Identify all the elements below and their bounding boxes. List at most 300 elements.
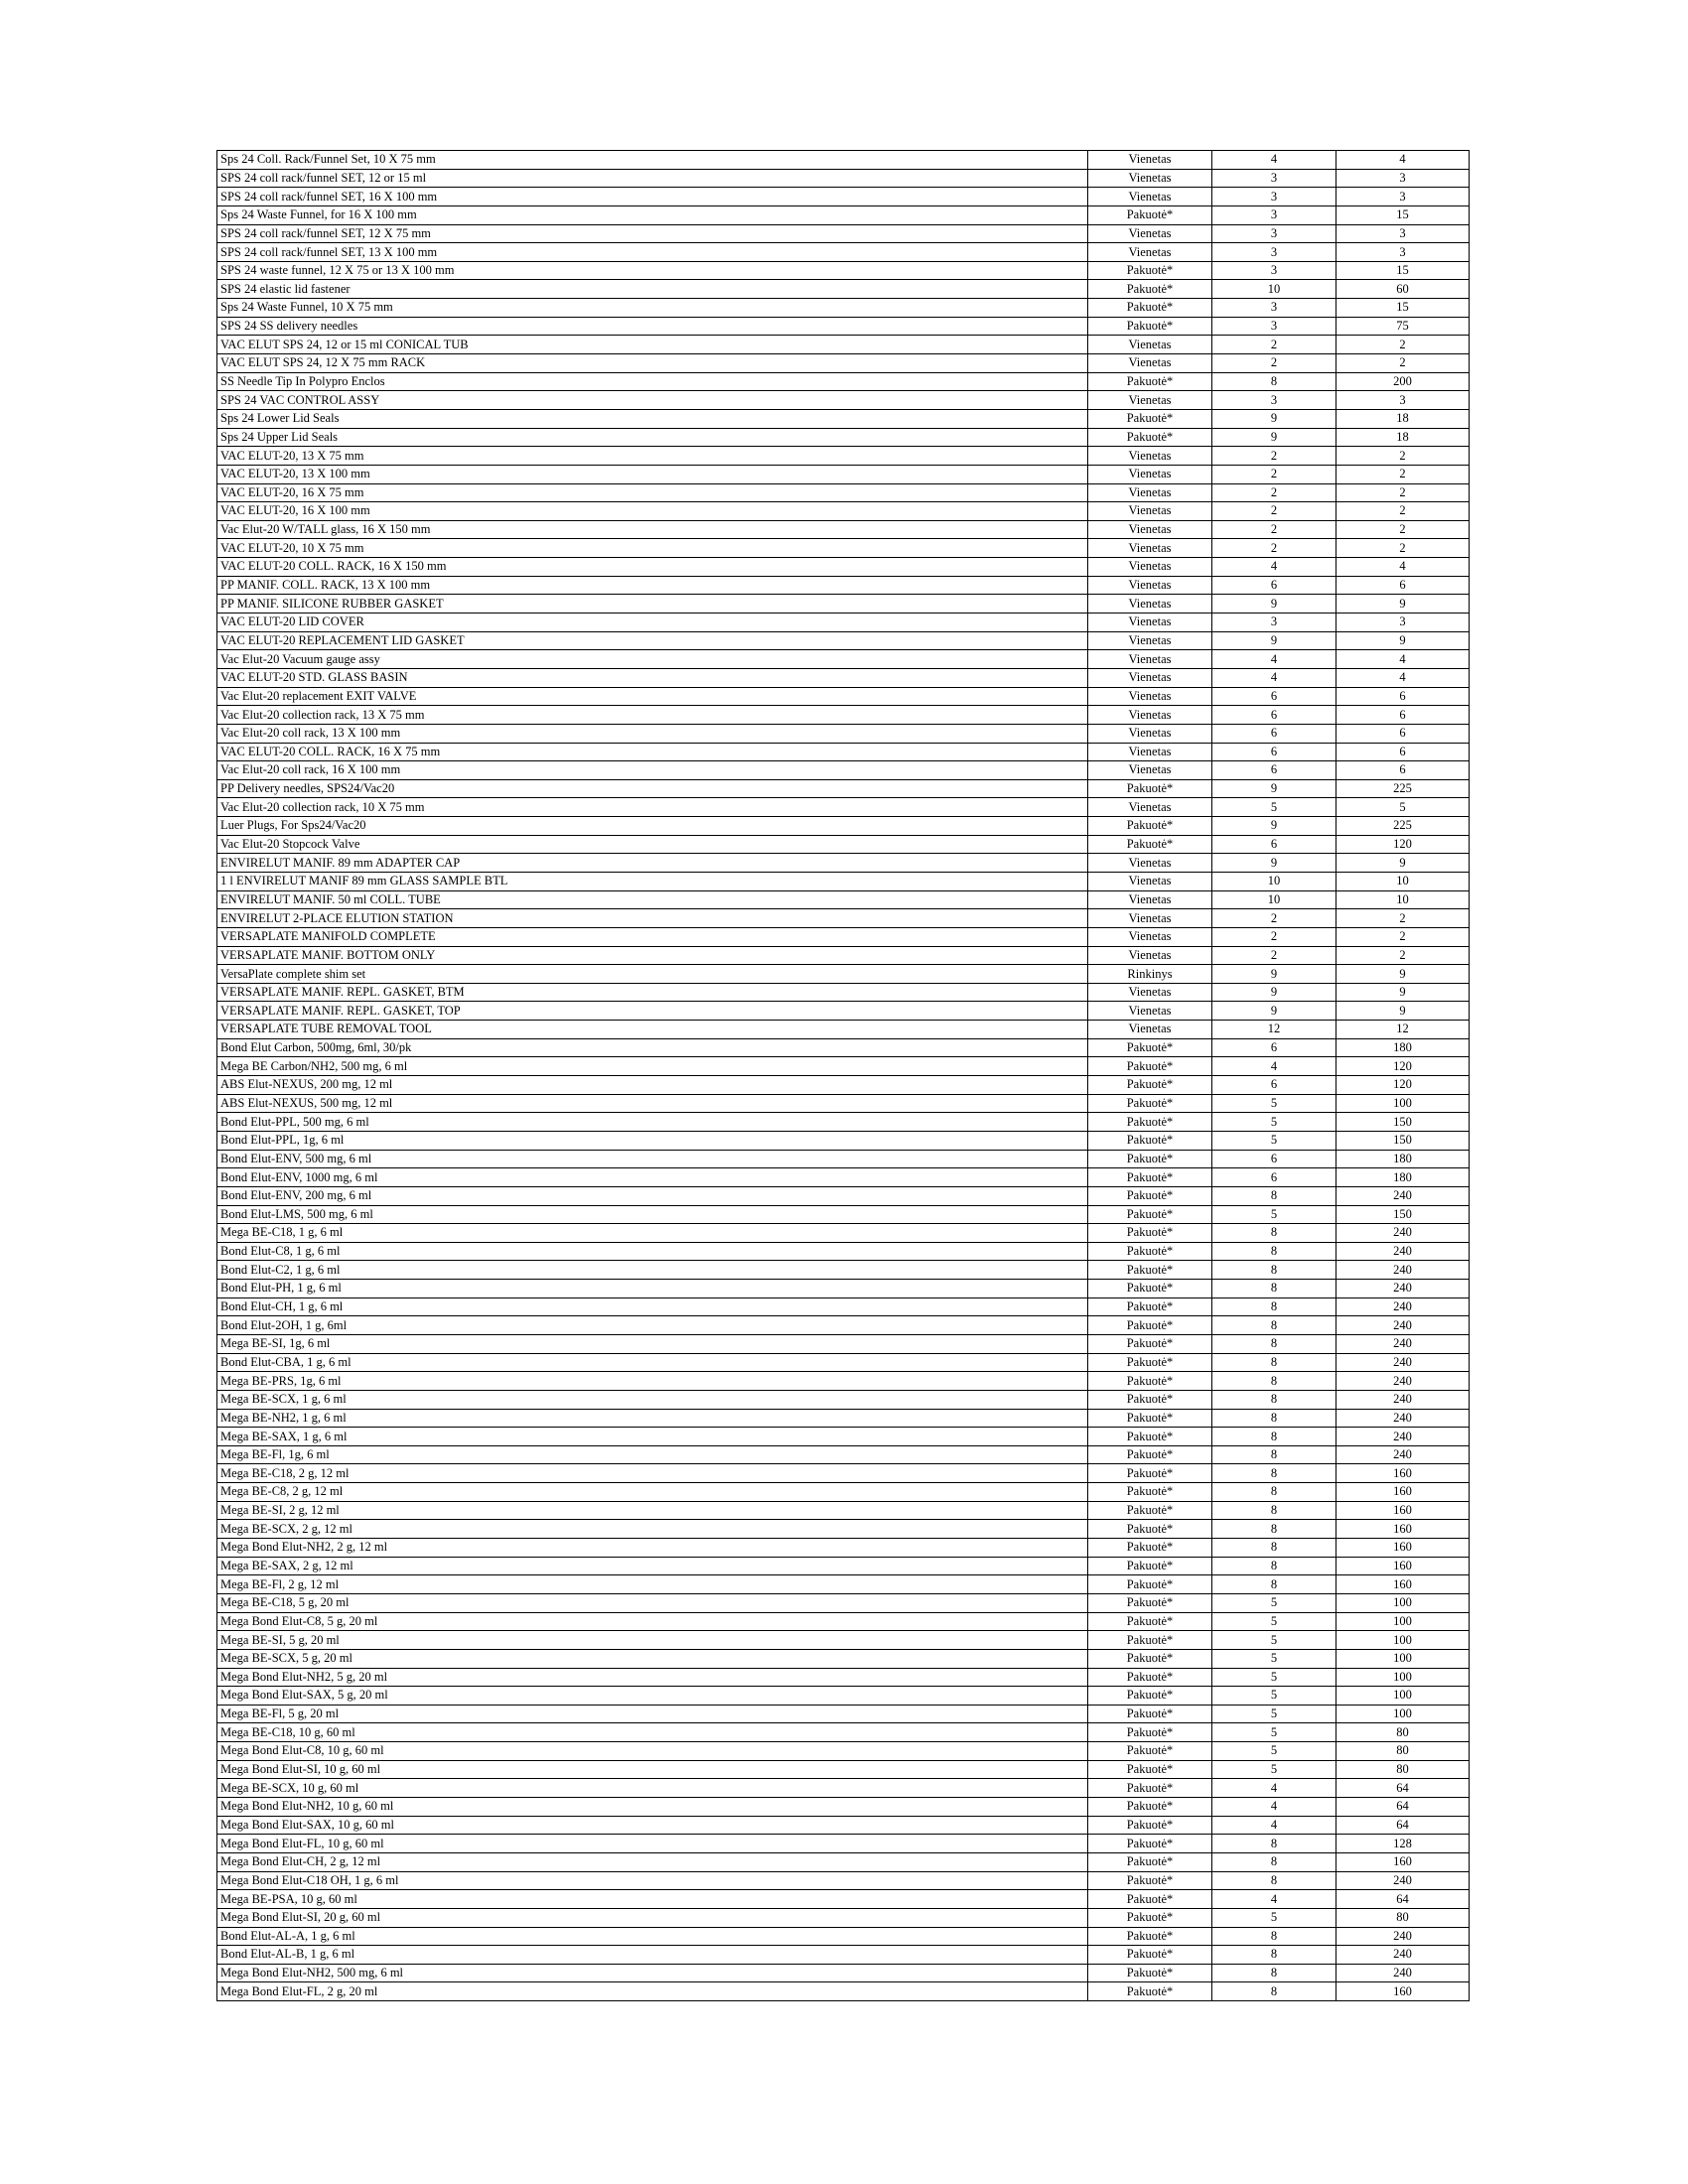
total-cell: 100 [1336, 1668, 1470, 1687]
quantity-cell: 4 [1212, 151, 1336, 170]
unit-cell: Vienetas [1088, 872, 1212, 890]
table-row [217, 872, 1470, 890]
table-row [217, 1742, 1470, 1761]
table-row [217, 1186, 1470, 1205]
quantity-cell: 2 [1212, 354, 1336, 373]
quantity-cell: 4 [1212, 1057, 1336, 1076]
table-row [217, 1372, 1470, 1391]
unit-cell: Vienetas [1088, 706, 1212, 725]
total-cell: 240 [1336, 1261, 1470, 1280]
total-cell: 9 [1336, 854, 1470, 873]
product-name-cell: SPS 24 VAC CONTROL ASSY [217, 391, 1088, 410]
total-cell: 10 [1336, 890, 1470, 909]
quantity-cell: 5 [1212, 1705, 1336, 1723]
quantity-cell: 2 [1212, 336, 1336, 354]
table-row [217, 1335, 1470, 1354]
table-row [217, 1501, 1470, 1520]
quantity-cell: 8 [1212, 1335, 1336, 1354]
table-row [217, 261, 1470, 280]
table-row [217, 724, 1470, 743]
total-cell: 3 [1336, 243, 1470, 262]
quantity-cell: 8 [1212, 1224, 1336, 1243]
total-cell: 240 [1336, 1242, 1470, 1261]
product-name-cell: Mega BE-C18, 2 g, 12 ml [217, 1464, 1088, 1483]
total-cell: 2 [1336, 502, 1470, 521]
product-name-cell: VERSAPLATE MANIF. REPL. GASKET, TOP [217, 1002, 1088, 1021]
unit-cell: Vienetas [1088, 447, 1212, 466]
unit-cell: Pakuotė* [1088, 1520, 1212, 1539]
unit-cell: Pakuotė* [1088, 1687, 1212, 1706]
total-cell: 15 [1336, 261, 1470, 280]
quantity-cell: 2 [1212, 483, 1336, 502]
unit-cell: Pakuotė* [1088, 1464, 1212, 1483]
table-row [217, 946, 1470, 965]
total-cell: 120 [1336, 1057, 1470, 1076]
product-name-cell: Vac Elut-20 Vacuum gauge assy [217, 650, 1088, 669]
quantity-cell: 9 [1212, 428, 1336, 447]
quantity-cell: 2 [1212, 539, 1336, 558]
unit-cell: Pakuotė* [1088, 1390, 1212, 1409]
unit-cell: Vienetas [1088, 336, 1212, 354]
product-name-cell: Vac Elut-20 collection rack, 10 X 75 mm [217, 798, 1088, 817]
table-row [217, 1779, 1470, 1798]
total-cell: 18 [1336, 428, 1470, 447]
product-name-cell: ABS Elut-NEXUS, 500 mg, 12 ml [217, 1094, 1088, 1113]
unit-cell: Vienetas [1088, 724, 1212, 743]
product-name-cell: 1 l ENVIRELUT MANIF 89 mm GLASS SAMPLE BTL [217, 872, 1088, 890]
total-cell: 4 [1336, 558, 1470, 577]
product-name-cell: VAC ELUT-20, 16 X 100 mm [217, 502, 1088, 521]
quantity-cell: 4 [1212, 668, 1336, 687]
table-row [217, 779, 1470, 798]
unit-cell: Pakuotė* [1088, 1852, 1212, 1871]
quantity-cell: 6 [1212, 576, 1336, 595]
total-cell: 2 [1336, 465, 1470, 483]
quantity-cell: 8 [1212, 1316, 1336, 1335]
total-cell: 3 [1336, 391, 1470, 410]
unit-cell: Pakuotė* [1088, 1649, 1212, 1668]
unit-cell: Pakuotė* [1088, 1964, 1212, 1982]
unit-cell: Vienetas [1088, 465, 1212, 483]
product-name-cell: VAC ELUT-20, 10 X 75 mm [217, 539, 1088, 558]
table-row [217, 354, 1470, 373]
unit-cell: Pakuotė* [1088, 1428, 1212, 1446]
table-row [217, 372, 1470, 391]
table-row [217, 1871, 1470, 1890]
table-row [217, 409, 1470, 428]
total-cell: 6 [1336, 706, 1470, 725]
unit-cell: Vienetas [1088, 687, 1212, 706]
product-name-cell: Sps 24 Coll. Rack/Funnel Set, 10 X 75 mm [217, 151, 1088, 170]
unit-cell: Pakuotė* [1088, 1113, 1212, 1132]
total-cell: 6 [1336, 743, 1470, 761]
total-cell: 128 [1336, 1835, 1470, 1853]
total-cell: 240 [1336, 1390, 1470, 1409]
product-name-cell: SPS 24 coll rack/funnel SET, 13 X 100 mm [217, 243, 1088, 262]
unit-cell: Pakuotė* [1088, 1316, 1212, 1335]
product-name-cell: Mega Bond Elut-SI, 20 g, 60 ml [217, 1908, 1088, 1927]
table-row [217, 169, 1470, 188]
total-cell: 240 [1336, 1297, 1470, 1316]
unit-cell: Vienetas [1088, 631, 1212, 650]
product-name-cell: Sps 24 Upper Lid Seals [217, 428, 1088, 447]
product-name-cell: Mega BE-NH2, 1 g, 6 ml [217, 1409, 1088, 1428]
table-row [217, 447, 1470, 466]
quantity-cell: 6 [1212, 687, 1336, 706]
total-cell: 3 [1336, 614, 1470, 632]
quantity-cell: 8 [1212, 1409, 1336, 1428]
total-cell: 18 [1336, 409, 1470, 428]
quantity-cell: 8 [1212, 1852, 1336, 1871]
quantity-cell: 8 [1212, 1390, 1336, 1409]
quantity-cell: 9 [1212, 983, 1336, 1002]
quantity-cell: 5 [1212, 1908, 1336, 1927]
product-name-cell: Mega BE-Fl, 2 g, 12 ml [217, 1575, 1088, 1594]
table-row [217, 1409, 1470, 1428]
table-row [217, 1705, 1470, 1723]
quantity-cell: 10 [1212, 872, 1336, 890]
table-row [217, 1057, 1470, 1076]
quantity-cell: 4 [1212, 1779, 1336, 1798]
quantity-cell: 3 [1212, 614, 1336, 632]
unit-cell: Pakuotė* [1088, 1057, 1212, 1076]
quantity-cell: 6 [1212, 1168, 1336, 1187]
quantity-cell: 6 [1212, 724, 1336, 743]
product-name-cell: VAC ELUT-20 COLL. RACK, 16 X 75 mm [217, 743, 1088, 761]
product-name-cell: Mega BE-SCX, 10 g, 60 ml [217, 1779, 1088, 1798]
unit-cell: Rinkinys [1088, 965, 1212, 984]
total-cell: 4 [1336, 668, 1470, 687]
unit-cell: Pakuotė* [1088, 1631, 1212, 1650]
quantity-cell: 8 [1212, 1483, 1336, 1502]
table-row [217, 1927, 1470, 1946]
quantity-cell: 3 [1212, 243, 1336, 262]
unit-cell: Pakuotė* [1088, 1742, 1212, 1761]
unit-cell: Pakuotė* [1088, 779, 1212, 798]
quantity-cell: 10 [1212, 280, 1336, 299]
quantity-cell: 2 [1212, 502, 1336, 521]
total-cell: 6 [1336, 761, 1470, 780]
total-cell: 60 [1336, 280, 1470, 299]
product-name-cell: Mega Bond Elut-C8, 10 g, 60 ml [217, 1742, 1088, 1761]
total-cell: 240 [1336, 1445, 1470, 1464]
quantity-cell: 4 [1212, 1798, 1336, 1817]
unit-cell: Vienetas [1088, 854, 1212, 873]
total-cell: 120 [1336, 835, 1470, 854]
unit-cell: Pakuotė* [1088, 1372, 1212, 1391]
unit-cell: Pakuotė* [1088, 317, 1212, 336]
unit-cell: Pakuotė* [1088, 1798, 1212, 1817]
total-cell: 80 [1336, 1742, 1470, 1761]
quantity-cell: 9 [1212, 817, 1336, 836]
product-name-cell: VAC ELUT-20 LID COVER [217, 614, 1088, 632]
total-cell: 80 [1336, 1908, 1470, 1927]
quantity-cell: 6 [1212, 743, 1336, 761]
table-row [217, 1539, 1470, 1558]
unit-cell: Pakuotė* [1088, 1668, 1212, 1687]
table-row [217, 798, 1470, 817]
total-cell: 100 [1336, 1705, 1470, 1723]
total-cell: 100 [1336, 1649, 1470, 1668]
table-row [217, 280, 1470, 299]
total-cell: 12 [1336, 1021, 1470, 1039]
unit-cell: Pakuotė* [1088, 1168, 1212, 1187]
unit-cell: Pakuotė* [1088, 1131, 1212, 1150]
table-row [217, 1038, 1470, 1057]
quantity-cell: 3 [1212, 317, 1336, 336]
table-row [217, 188, 1470, 206]
product-name-cell: VAC ELUT-20 STD. GLASS BASIN [217, 668, 1088, 687]
quantity-cell: 8 [1212, 1835, 1336, 1853]
unit-cell: Pakuotė* [1088, 1353, 1212, 1372]
product-name-cell: Bond Elut-CBA, 1 g, 6 ml [217, 1353, 1088, 1372]
quantity-cell: 5 [1212, 1205, 1336, 1224]
table-row [217, 336, 1470, 354]
table-row [217, 576, 1470, 595]
total-cell: 100 [1336, 1631, 1470, 1650]
quantity-cell: 8 [1212, 372, 1336, 391]
unit-cell: Pakuotė* [1088, 1038, 1212, 1057]
table-row [217, 317, 1470, 336]
product-name-cell: ENVIRELUT MANIF. 89 mm ADAPTER CAP [217, 854, 1088, 873]
product-name-cell: Vac Elut-20 collection rack, 13 X 75 mm [217, 706, 1088, 725]
quantity-cell: 8 [1212, 1186, 1336, 1205]
product-name-cell: Mega Bond Elut-C8, 5 g, 20 ml [217, 1612, 1088, 1631]
total-cell: 120 [1336, 1076, 1470, 1095]
quantity-cell: 8 [1212, 1464, 1336, 1483]
table-row [217, 1723, 1470, 1742]
table-row [217, 465, 1470, 483]
product-name-cell: ENVIRELUT MANIF. 50 ml COLL. TUBE [217, 890, 1088, 909]
unit-cell: Vienetas [1088, 890, 1212, 909]
unit-cell: Vienetas [1088, 243, 1212, 262]
quantity-cell: 8 [1212, 1964, 1336, 1982]
total-cell: 240 [1336, 1964, 1470, 1982]
unit-cell: Vienetas [1088, 224, 1212, 243]
table-row [217, 502, 1470, 521]
unit-cell: Pakuotė* [1088, 1335, 1212, 1354]
product-name-cell: Sps 24 Waste Funnel, for 16 X 100 mm [217, 205, 1088, 224]
product-name-cell: Mega BE-SCX, 1 g, 6 ml [217, 1390, 1088, 1409]
quantity-cell: 8 [1212, 1927, 1336, 1946]
product-name-cell: Mega BE-SI, 5 g, 20 ml [217, 1631, 1088, 1650]
quantity-cell: 5 [1212, 1649, 1336, 1668]
unit-cell: Vienetas [1088, 483, 1212, 502]
total-cell: 2 [1336, 520, 1470, 539]
unit-cell: Pakuotė* [1088, 280, 1212, 299]
table-row [217, 650, 1470, 669]
product-name-cell: Luer Plugs, For Sps24/Vac20 [217, 817, 1088, 836]
unit-cell: Vienetas [1088, 946, 1212, 965]
table-row [217, 595, 1470, 614]
table-row [217, 1649, 1470, 1668]
total-cell: 5 [1336, 798, 1470, 817]
total-cell: 9 [1336, 965, 1470, 984]
table-row [217, 1816, 1470, 1835]
total-cell: 225 [1336, 817, 1470, 836]
total-cell: 9 [1336, 983, 1470, 1002]
quantity-cell: 2 [1212, 520, 1336, 539]
quantity-cell: 3 [1212, 224, 1336, 243]
unit-cell: Vienetas [1088, 983, 1212, 1002]
table-row [217, 1852, 1470, 1871]
quantity-cell: 2 [1212, 447, 1336, 466]
product-name-cell: VAC ELUT-20 REPLACEMENT LID GASKET [217, 631, 1088, 650]
unit-cell: Pakuotė* [1088, 1890, 1212, 1909]
total-cell: 240 [1336, 1428, 1470, 1446]
unit-cell: Pakuotė* [1088, 1409, 1212, 1428]
total-cell: 2 [1336, 483, 1470, 502]
quantity-cell: 9 [1212, 1002, 1336, 1021]
table-row [217, 1464, 1470, 1483]
quantity-cell: 9 [1212, 779, 1336, 798]
product-name-cell: Mega Bond Elut-NH2, 10 g, 60 ml [217, 1798, 1088, 1817]
quantity-cell: 10 [1212, 890, 1336, 909]
product-name-cell: Mega BE-SAX, 1 g, 6 ml [217, 1428, 1088, 1446]
quantity-cell: 12 [1212, 1021, 1336, 1039]
product-name-cell: Mega Bond Elut-CH, 2 g, 12 ml [217, 1852, 1088, 1871]
total-cell: 180 [1336, 1150, 1470, 1168]
table-row [217, 1150, 1470, 1168]
unit-cell: Pakuotė* [1088, 1760, 1212, 1779]
product-name-cell: Mega Bond Elut-FL, 2 g, 20 ml [217, 1982, 1088, 2001]
table-row [217, 1428, 1470, 1446]
unit-cell: Pakuotė* [1088, 1871, 1212, 1890]
table-row [217, 151, 1470, 170]
table-row [217, 1353, 1470, 1372]
table-row [217, 1520, 1470, 1539]
table-row [217, 631, 1470, 650]
total-cell: 100 [1336, 1612, 1470, 1631]
table-row [217, 1575, 1470, 1594]
total-cell: 100 [1336, 1094, 1470, 1113]
quantity-cell: 3 [1212, 391, 1336, 410]
table-row [217, 983, 1470, 1002]
product-name-cell: Mega Bond Elut-FL, 10 g, 60 ml [217, 1835, 1088, 1853]
unit-cell: Pakuotė* [1088, 1076, 1212, 1095]
product-name-cell: Mega BE Carbon/NH2, 500 mg, 6 ml [217, 1057, 1088, 1076]
total-cell: 240 [1336, 1946, 1470, 1965]
table-row [217, 1593, 1470, 1612]
quantity-cell: 5 [1212, 1612, 1336, 1631]
total-cell: 80 [1336, 1723, 1470, 1742]
product-name-cell: Mega BE-SAX, 2 g, 12 ml [217, 1557, 1088, 1575]
product-name-cell: Mega BE-C18, 5 g, 20 ml [217, 1593, 1088, 1612]
table-row [217, 1297, 1470, 1316]
quantity-cell: 8 [1212, 1575, 1336, 1594]
table-row [217, 1242, 1470, 1261]
total-cell: 240 [1336, 1353, 1470, 1372]
total-cell: 180 [1336, 1168, 1470, 1187]
total-cell: 15 [1336, 299, 1470, 318]
total-cell: 160 [1336, 1575, 1470, 1594]
quantity-cell: 3 [1212, 188, 1336, 206]
unit-cell: Vienetas [1088, 520, 1212, 539]
quantity-cell: 8 [1212, 1428, 1336, 1446]
quantity-cell: 8 [1212, 1280, 1336, 1298]
total-cell: 225 [1336, 779, 1470, 798]
product-name-cell: Sps 24 Lower Lid Seals [217, 409, 1088, 428]
unit-cell: Vienetas [1088, 927, 1212, 946]
unit-cell: Pakuotė* [1088, 835, 1212, 854]
table-row [217, 483, 1470, 502]
product-name-cell: Bond Elut-C2, 1 g, 6 ml [217, 1261, 1088, 1280]
quantity-cell: 5 [1212, 1760, 1336, 1779]
quantity-cell: 8 [1212, 1946, 1336, 1965]
table-row [217, 965, 1470, 984]
unit-cell: Vienetas [1088, 595, 1212, 614]
table-row [217, 520, 1470, 539]
unit-cell: Pakuotė* [1088, 1501, 1212, 1520]
quantity-cell: 5 [1212, 1094, 1336, 1113]
table-row [217, 1798, 1470, 1817]
product-name-cell: SPS 24 coll rack/funnel SET, 12 X 75 mm [217, 224, 1088, 243]
unit-cell: Pakuotė* [1088, 1835, 1212, 1853]
table-row [217, 1612, 1470, 1631]
table-row [217, 1483, 1470, 1502]
total-cell: 80 [1336, 1760, 1470, 1779]
quantity-cell: 5 [1212, 1723, 1336, 1742]
quantity-cell: 5 [1212, 1131, 1336, 1150]
table-row [217, 1687, 1470, 1706]
total-cell: 240 [1336, 1335, 1470, 1354]
total-cell: 180 [1336, 1038, 1470, 1057]
total-cell: 64 [1336, 1816, 1470, 1835]
quantity-cell: 6 [1212, 1076, 1336, 1095]
quantity-cell: 2 [1212, 927, 1336, 946]
product-name-cell: VERSAPLATE MANIF. REPL. GASKET, BTM [217, 983, 1088, 1002]
table-row [217, 539, 1470, 558]
table-row [217, 1908, 1470, 1927]
unit-cell: Vienetas [1088, 558, 1212, 577]
quantity-cell: 5 [1212, 1742, 1336, 1761]
total-cell: 240 [1336, 1927, 1470, 1946]
total-cell: 2 [1336, 927, 1470, 946]
product-name-cell: Mega BE-SCX, 2 g, 12 ml [217, 1520, 1088, 1539]
quantity-cell: 5 [1212, 1668, 1336, 1687]
total-cell: 160 [1336, 1464, 1470, 1483]
quantity-cell: 8 [1212, 1539, 1336, 1558]
product-name-cell: VersaPlate complete shim set [217, 965, 1088, 984]
product-name-cell: Bond Elut-2OH, 1 g, 6ml [217, 1316, 1088, 1335]
product-name-cell: Bond Elut-LMS, 500 mg, 6 ml [217, 1205, 1088, 1224]
quantity-cell: 8 [1212, 1261, 1336, 1280]
product-name-cell: Bond Elut-ENV, 200 mg, 6 ml [217, 1186, 1088, 1205]
product-name-cell: Bond Elut-PH, 1 g, 6 ml [217, 1280, 1088, 1298]
unit-cell: Vienetas [1088, 169, 1212, 188]
quantity-cell: 5 [1212, 1631, 1336, 1650]
quantity-cell: 9 [1212, 965, 1336, 984]
total-cell: 3 [1336, 188, 1470, 206]
table-row [217, 1094, 1470, 1113]
total-cell: 75 [1336, 317, 1470, 336]
product-name-cell: Bond Elut-AL-A, 1 g, 6 ml [217, 1927, 1088, 1946]
unit-cell: Vienetas [1088, 151, 1212, 170]
table-row [217, 391, 1470, 410]
table-row [217, 1557, 1470, 1575]
product-name-cell: Vac Elut-20 coll rack, 16 X 100 mm [217, 761, 1088, 780]
unit-cell: Vienetas [1088, 668, 1212, 687]
quantity-cell: 8 [1212, 1372, 1336, 1391]
total-cell: 100 [1336, 1593, 1470, 1612]
unit-cell: Pakuotė* [1088, 1593, 1212, 1612]
product-name-cell: Vac Elut-20 Stopcock Valve [217, 835, 1088, 854]
product-name-cell: PP MANIF. SILICONE RUBBER GASKET [217, 595, 1088, 614]
unit-cell: Vienetas [1088, 502, 1212, 521]
total-cell: 160 [1336, 1539, 1470, 1558]
table-row [217, 1445, 1470, 1464]
table-row [217, 614, 1470, 632]
